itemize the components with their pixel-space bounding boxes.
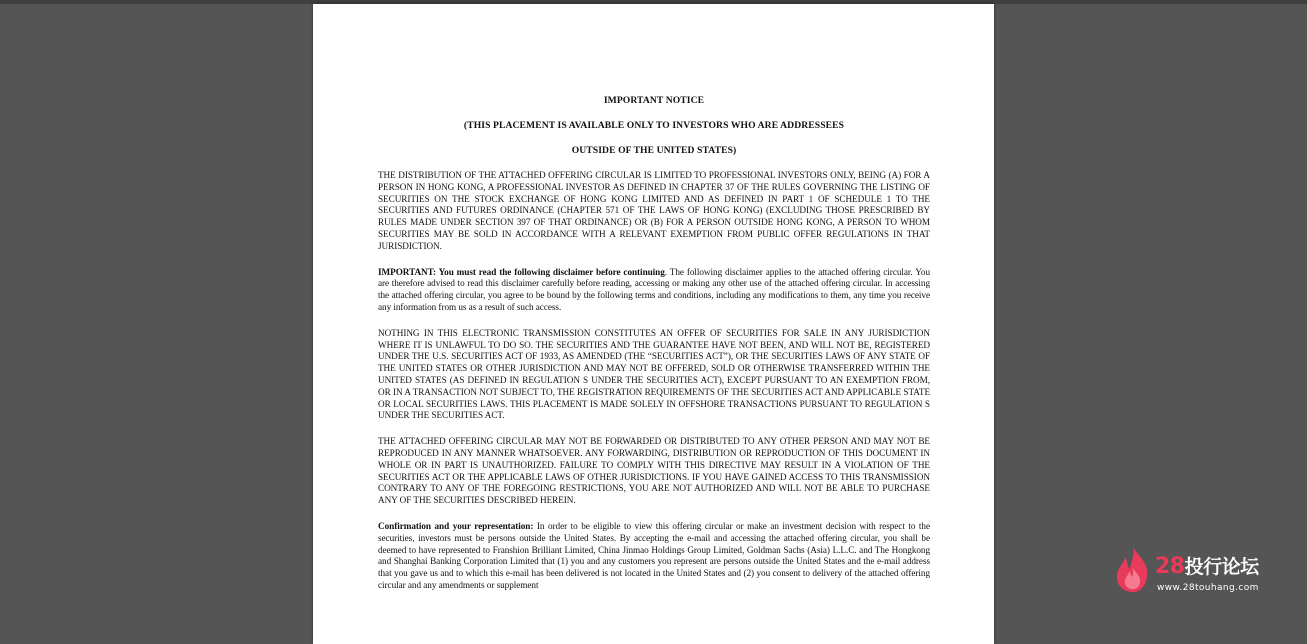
watermark-url: www.28touhang.com: [1157, 583, 1259, 593]
paragraph-distribution: THE DISTRIBUTION OF THE ATTACHED OFFERING CIRCULAR IS LIMITED TO PROFESSIONAL INVESTORS ONLY, BEING (A) FOR A PERSON IN HONG KONG, A PROFESSIONAL INVESTOR AS DEFINED IN CHAPTER 37 OF THE RULES GOVERNING THE LISTING OF SECURITIES ON THE STOCK EXCHANGE OF HONG KONG LIMITED AND AS DEFINED IN PART 1 OF SCHEDULE 1 TO THE SECURITIES AND FUTURES ORDINANCE (CHAPTER 571 OF THE LAWS OF HONG KONG) (EXCLUDING THOSE PRESCRIBED BY RULES MADE UNDER SECTION 397 OF THAT ORDINANCE) OR (B) FOR A PERSON OUTSIDE HONG KONG, A PERSON TO WHOM SECURITIES MAY BE SOLD IN ACCORDANCE WITH A RELEVANT EXEMPTION FROM PUBLIC OFFER REGULATIONS IN THAT JURISDICTION.: [378, 170, 930, 251]
pdf-page: [313, 4, 994, 644]
disclaimer-text: . The following disclaimer applies to the attached offering circular. You are therefore advised to read this disclaimer carefully before reading, accessing or making any other use of the attached offering circular. In accessing the attached offering circular, you agree to be bound by the following terms and conditions, including any modifications to them, any time you receive any information from us as a result of such access.: [378, 266, 930, 312]
watermark-number: 28: [1155, 554, 1185, 579]
confirmation-text: In order to be eligible to view this offering circular or make an investment decision with respect to the securities, investors must be persons outside the United States. By accepting the e-mail and accessing the attached offering circular, you shall be deemed to have represented to Franshion Brilliant Limited, China Jinmao Holdings Group Limited, Goldman Sachs (Asia) L.L.C. and The Hongkong and Shanghai Banking Corporation Limited that (1) you and any customers you represent are persons outside the United States and the e-mail address that you gave us and to which this e-mail has been delivered is not located in the United States and (2) you consent to delivery of the attached offering circular and any amendments or supplement: [378, 520, 930, 590]
paragraph-no-forwarding: THE ATTACHED OFFERING CIRCULAR MAY NOT BE FORWARDED OR DISTRIBUTED TO ANY OTHER PERSON AND MAY NOT BE REPRODUCED IN ANY MANNER WHATSOEVER. ANY FORWARDING, DISTRIBUTION OR REPRODUCTION OF THIS DOCUMENT IN WHOLE OR IN PART IS UNAUTHORIZED. FAILURE TO COMPLY WITH THIS DIRECTIVE MAY RESULT IN A VIOLATION OF THE SECURITIES ACT OR THE APPLICABLE LAWS OF OTHER JURISDICTIONS. IF YOU HAVE GAINED ACCESS TO THIS TRANSMISSION CONTRARY TO ANY OF THE FOREGOING RESTRICTIONS, YOU ARE NOT AUTHORIZED AND WILL NOT BE ABLE TO PURCHASE ANY OF THE SECURITIES DESCRIBED HEREIN.: [378, 436, 930, 506]
disclaimer-bold-lead: IMPORTANT: You must read the following disclaimer before continuing: [378, 266, 665, 277]
watermark-title: [1155, 552, 1259, 579]
paragraph-disclaimer: [378, 267, 930, 314]
confirmation-bold-lead: Confirmation and your representation:: [378, 520, 534, 531]
watermark-name: 投行论坛: [1184, 556, 1259, 578]
flame-icon: [1113, 545, 1153, 595]
title-important-notice: IMPORTANT NOTICE: [603, 95, 705, 106]
paragraph-no-offer: NOTHING IN THIS ELECTRONIC TRANSMISSION CONSTITUTES AN OFFER OF SECURITIES FOR SALE IN ANY JURISDICTION WHERE IT IS UNLAWFUL TO DO SO. THE SECURITIES AND THE GUARANTEE HAVE NOT BEEN, AND WILL NOT BE, REGISTERED UNDER THE U.S. SECURITIES ACT OF 1933, AS AMENDED (THE “SECURITIES ACT”), OR THE SECURITIES LAWS OF ANY STATE OF THE UNITED STATES OR OTHER JURISDICTION AND MAY NOT BE OFFERED, SOLD OR OTHERWISE TRANSFERRED WITHIN THE UNITED STATES (AS DEFINED IN REGULATION S UNDER THE SECURITIES ACT), EXCEPT PURSUANT TO AN EXEMPTION FROM, OR IN A TRANSACTION NOT SUBJECT TO, THE REGISTRATION REQUIREMENTS OF THE SECURITIES ACT AND APPLICABLE STATE OR LOCAL SECURITIES LAWS. THIS PLACEMENT IS MADE SOLELY IN OFFSHORE TRANSACTIONS PURSUANT TO REGULATION S UNDER THE SECURITIES ACT.: [378, 327, 930, 421]
watermark-logo: [1113, 545, 1303, 595]
paragraph-confirmation: [378, 521, 930, 592]
subtitle-line-2: OUTSIDE OF THE UNITED STATES): [571, 145, 737, 156]
page-content: [378, 95, 930, 606]
subtitle-line-1: (THIS PLACEMENT IS AVAILABLE ONLY TO INVESTORS WHO ARE ADDRESSEES: [463, 120, 845, 131]
